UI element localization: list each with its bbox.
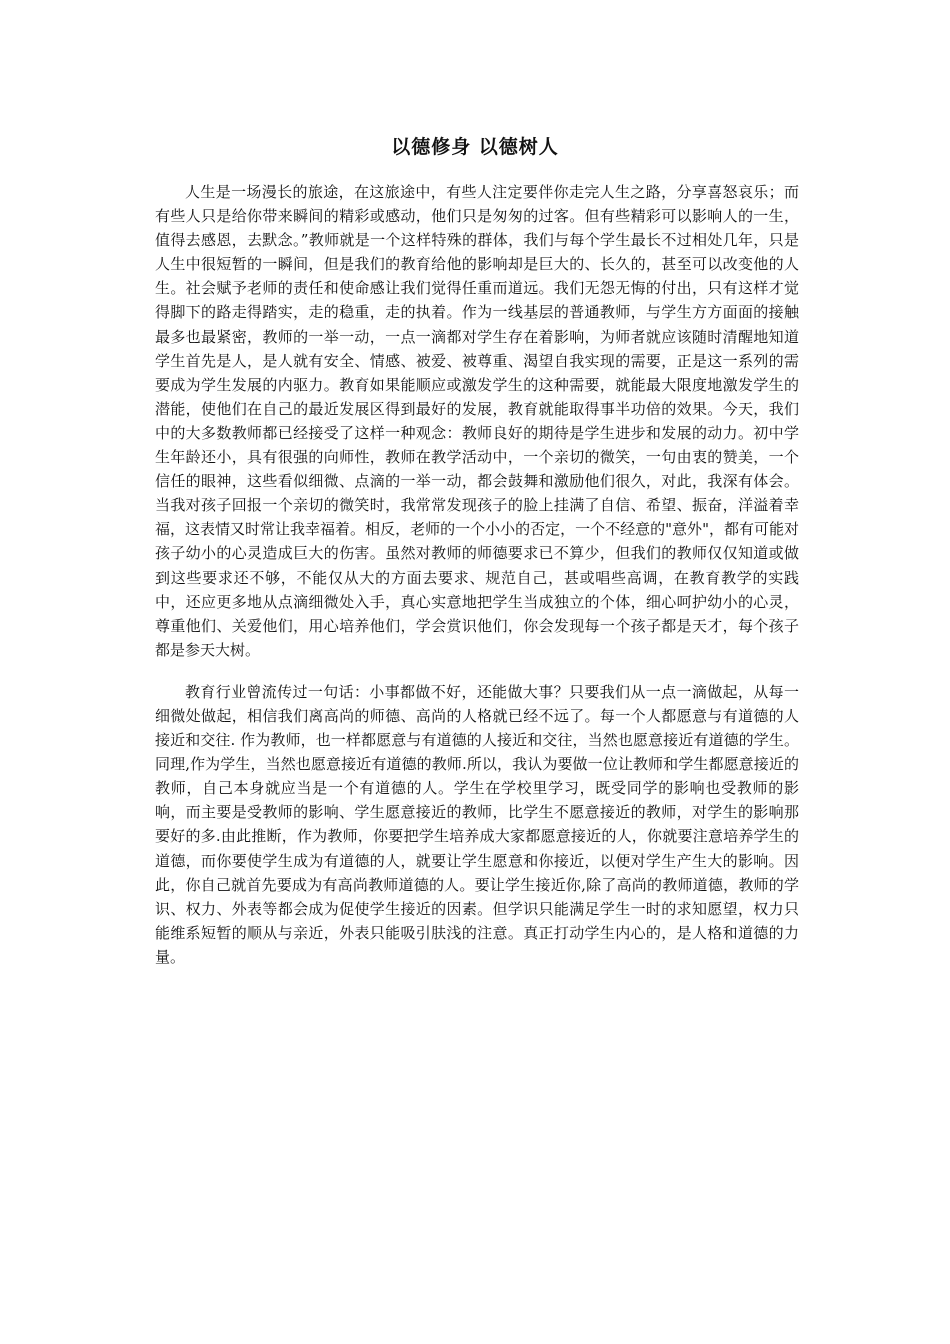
paragraph-1: 人生是一场漫长的旅途，在这旅途中，有些人注定要伴你走完人生之路，分享喜怒哀乐；而有些人只是给你带来瞬间的精彩或感动，他们只是匆匆的过客。但有些精彩可以影响人的一生，值得去感恩，去默念。”教师就是一个这样特殊的群体，我们与每个学生最长不过相处几年，只是人生中很短暂的一瞬间，但是我们的教育给他的影响却是巨大的、长久的，甚至可以改变他的人生。社会赋予老师的责任和使命感让我们觉得任重而道远。我们无怨无悔的付出，只有这样才觉得脚下的路走得踏实，走的稳重，走的执着。作为一线基层的普通教师，与学生方方面面的接触最多也最紧密，教师的一举一动，一点一滴都对学生存在着影响，为师者就应该随时清醒地知道学生首先是人，是人就有安全、情感、被爱、被尊重、渴望自我实现的需要，正是这一系列的需要成为学生发展的内驱力。教育如果能顺应或激发学生的这种需要，就能最大限度地激发学生的潜能，使他们在自己的最近发展区得到最好的发展，教育就能取得事半功倍的效果。今天，我们中的大多数教师都已经接受了这样一种观念：教师良好的期待是学生进步和发展的动力。初中学生年龄还小，具有很强的向师性，教师在教学活动中，一个亲切的微笑，一句由衷的赞美，一个信任的眼神，这些看似细微、点滴的一举一动，都会鼓舞和激励他们很久，对此，我深有体会。当我对孩子回报一个亲切的微笑时，我常常发现孩子的脸上挂满了自信、希望、振奋，洋溢着幸福，这表情又时常让我幸福着。相反，老师的一个小小的否定，一个不经意的"意外"，都有可能对孩子幼小的心灵造成巨大的伤害。虽然对教师的师德要求已不算少，但我们的教师仅仅知道或做到这些要求还不够，不能仅从大的方面去要求、规范自己，甚或唱些高调，在教育教学的实践中，还应更多地从点滴细微处入手，真心实意地把学生当成独立的个体，细心呵护幼小的心灵，尊重他们、关爱他们，用心培养他们，学会赏识他们，你会发现每一个孩子都是天才，每个孩子都是参天大树。 xyxy=(155,183,799,659)
document-body xyxy=(155,180,799,969)
document-title: 以德修身 以德树人 xyxy=(391,136,559,158)
paragraph-2: 教育行业曾流传过一句话：小事都做不好，还能做大事？只要我们从一点一滴做起，从每一细微处做起，相信我们离高尚的师德、高尚的人格就已经不远了。每一个人都愿意与有道德的人接近和交往. 作为教师，也一样都愿意与有道德的人接近和交往，当然也愿意接近有道德的学生。同理,作为学生，当然也愿意接近有道德的教师.所以，我认为要做一位让教师和学生都愿意接近的教师，自己本身就应当是一个有道德的人。学生在学校里学习，既受同学的影响也受教师的影响，而主要是受教师的影响、学生愿意接近的教师，比学生不愿意接近的教师，对学生的影响那要好的多.由此推断，作为教师，你要把学生培养成大家都愿意接近的人，你就要注意培养学生的道德，而你要使学生成为有道德的人，就要让学生愿意和你接近，以便对学生产生大的影响。因此，你自己就首先要成为有高尚教师道德的人。要让学生接近你,除了高尚的教师道德，教师的学识、权力、外表等都会成为促使学生接近的因素。但学识只能满足学生一时的求知愿望，权力只能维系短暂的顺从与亲近，外表只能吸引肤浅的注意。真正打动学生内心的，是人格和道德的力量。 xyxy=(155,682,799,966)
